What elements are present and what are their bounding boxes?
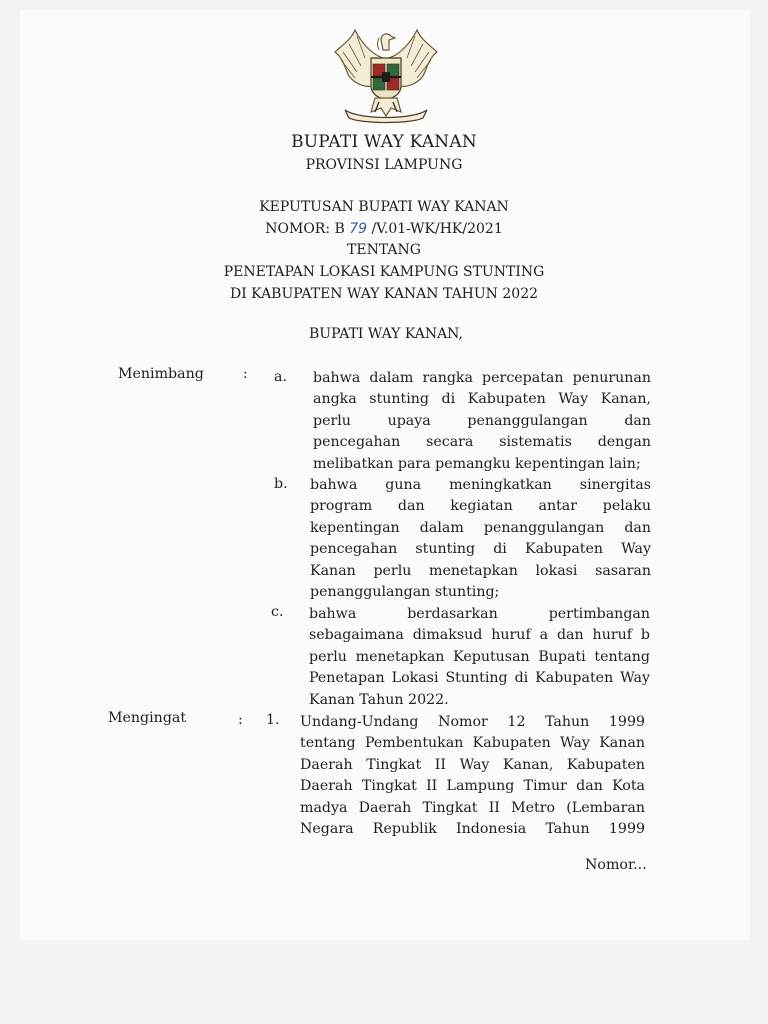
menimbang-marker-a: a. bbox=[274, 369, 287, 385]
mengingat-label: Mengingat bbox=[108, 710, 187, 726]
text-line: perlu menetapkan Keputusan Bupati tentang bbox=[309, 648, 650, 665]
text-line: Undang-Undang Nomor 12 Tahun 1999 bbox=[300, 714, 645, 730]
decision-heading: KEPUTUSAN BUPATI WAY KANAN bbox=[259, 199, 509, 215]
issuer-title: BUPATI WAY KANAN bbox=[291, 132, 477, 152]
decision-number bbox=[0, 221, 768, 237]
menimbang-item-a bbox=[313, 368, 651, 475]
text-line: Daerah Tingkat II Lampung Timur dan Kota bbox=[300, 778, 645, 795]
mengingat-marker-1: 1. bbox=[266, 712, 280, 728]
text-line: pencegahan stunting di Kabupaten Way bbox=[310, 541, 651, 558]
text-line: angka stunting di Kabupaten Way Kanan, bbox=[313, 391, 651, 408]
subject-line-2: DI KABUPATEN WAY KANAN TAHUN 2022 bbox=[229, 286, 539, 302]
garuda-emblem-icon bbox=[331, 28, 441, 124]
text-line: kepentingan dalam penanggulangan dan bbox=[310, 519, 651, 536]
menimbang-label: Menimbang bbox=[118, 366, 204, 382]
menimbang-marker-b: b. bbox=[274, 476, 288, 492]
text-line: madya Daerah Tingkat II Metro (Lembaran bbox=[300, 799, 645, 816]
decision-number-handwritten: 79 bbox=[349, 221, 368, 237]
text-line: bahwa dalam rangka percepatan penurunan bbox=[313, 370, 651, 386]
menimbang-marker-c: c. bbox=[271, 604, 284, 620]
continuation-marker: Nomor... bbox=[585, 857, 647, 873]
text-line: bahwa berdasarkan pertimbangan bbox=[309, 606, 650, 622]
menimbang-item-b bbox=[310, 475, 651, 603]
decision-number-prefix: NOMOR: B bbox=[265, 221, 345, 237]
text-line: perlu upaya penanggulangan dan bbox=[313, 412, 651, 429]
text-line: program dan kegiatan antar pelaku bbox=[310, 498, 651, 515]
opening-statement: BUPATI WAY KANAN, bbox=[309, 326, 463, 342]
tentang-label: TENTANG bbox=[347, 242, 421, 258]
text-line: sebagaimana dimaksud huruf a dan huruf b bbox=[309, 627, 650, 644]
menimbang-colon: : bbox=[243, 366, 248, 382]
menimbang-item-c bbox=[309, 604, 650, 711]
text-line: pencegahan secara sistematis dengan bbox=[313, 434, 651, 451]
issuer-province: PROVINSI LAMPUNG bbox=[305, 157, 463, 173]
text-line: Kanan Tahun 2022. bbox=[309, 691, 449, 708]
text-line: Daerah Tingkat II Way Kanan, Kabupaten bbox=[300, 756, 645, 773]
text-line: melibatkan para pemangku kepentingan lain; bbox=[313, 455, 641, 472]
subject-line-1: PENETAPAN LOKASI KAMPUNG STUNTING bbox=[223, 264, 545, 280]
text-line: tentang Pembentukan Kabupaten Way Kanan bbox=[300, 735, 645, 752]
decision-number-suffix: /V.01-WK/HK/2021 bbox=[371, 221, 503, 237]
text-line: Penetapan Lokasi Stunting di Kabupaten Way bbox=[309, 670, 650, 687]
text-line: Kanan perlu menetapkan lokasi sasaran bbox=[310, 562, 651, 579]
text-line: penanggulangan stunting; bbox=[310, 584, 500, 601]
mengingat-item-1 bbox=[300, 712, 645, 840]
mengingat-colon: : bbox=[238, 712, 243, 728]
text-line: Negara Republik Indonesia Tahun 1999 bbox=[300, 821, 645, 838]
text-line: bahwa guna meningkatkan sinergitas bbox=[310, 477, 651, 493]
